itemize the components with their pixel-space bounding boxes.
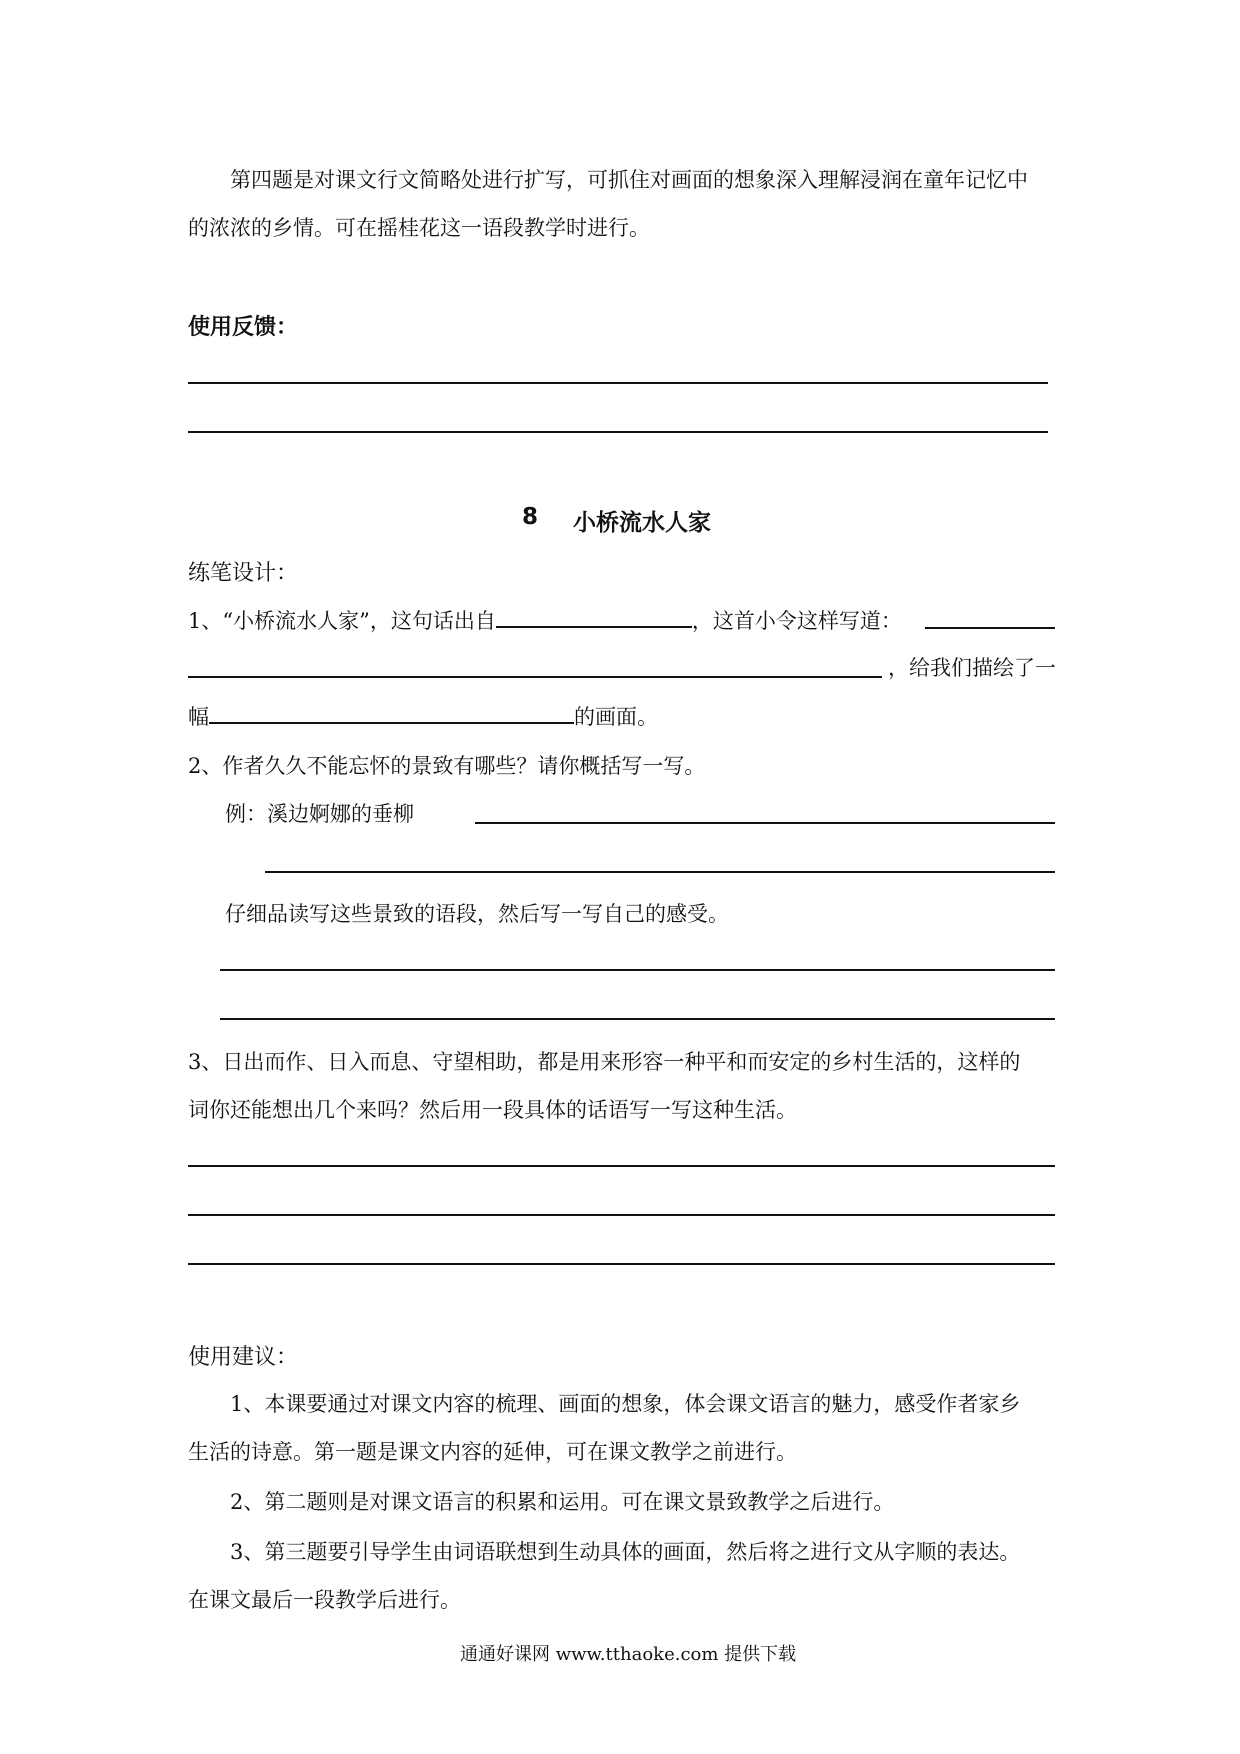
suggestion-1-line2: 生活的诗意。第一题是课文内容的延伸，可在课文教学之前进行。 bbox=[188, 1440, 797, 1464]
para4-line1: 第四题是对课文行文简略处进行扩写，可抓住对画面的想象深入理解浸润在童年记忆中 bbox=[230, 168, 1028, 192]
q2-feel-line-1[interactable] bbox=[220, 969, 1055, 971]
q3-line2: 词你还能想出几个来吗？然后用一段具体的话语写一写这种生活。 bbox=[188, 1098, 797, 1122]
q3-line-1[interactable] bbox=[188, 1165, 1055, 1167]
q2-followup: 仔细品读写这些景致的语段，然后写一写自己的感受。 bbox=[225, 902, 729, 926]
q3-line1: 3、日出而作、日入而息、守望相助，都是用来形容一种平和而安定的乡村生活的，这样的 bbox=[188, 1050, 1021, 1074]
feedback-heading: 使用反馈： bbox=[188, 315, 299, 340]
lesson-title: 小桥流水人家 bbox=[573, 510, 711, 536]
q1-blank-source[interactable] bbox=[496, 604, 692, 628]
q1-line1 bbox=[188, 604, 902, 635]
para4-line2: 的浓浓的乡情。可在摇桂花这一语段教学时进行。 bbox=[188, 216, 650, 240]
footer-text: 通通好课网 www.tthaoke.com 提供下载 bbox=[460, 1644, 797, 1665]
q1-line3 bbox=[188, 700, 658, 731]
q1-part2: ，这首小令这样写道： bbox=[691, 609, 902, 633]
q1-part1: 1、“小桥流水人家”，这句话出自 bbox=[188, 609, 496, 633]
suggestion-3-line2: 在课文最后一段教学后进行。 bbox=[188, 1588, 461, 1612]
q2-text: 2、作者久久不能忘怀的景致有哪些？请你概括写一写。 bbox=[188, 754, 706, 778]
q3-line-2[interactable] bbox=[188, 1214, 1055, 1216]
q1-part4-start: 幅 bbox=[188, 705, 209, 729]
suggestion-2: 2、第二题则是对课文语言的积累和运用。可在课文景致教学之后进行。 bbox=[230, 1490, 895, 1514]
q1-blank-scene[interactable] bbox=[209, 700, 574, 724]
practice-heading: 练笔设计： bbox=[188, 561, 299, 586]
q2-line-2[interactable] bbox=[265, 871, 1055, 873]
suggestion-3-line1: 3、第三题要引导学生由词语联想到生动具体的画面，然后将之进行文从字顺的表达。 bbox=[230, 1540, 1021, 1564]
suggestion-1-line1: 1、本课要通过对课文内容的梳理、画面的想象，体会课文语言的魅力，感受作者家乡 bbox=[230, 1392, 1021, 1416]
q1-part3: ，给我们描绘了一 bbox=[888, 656, 1056, 680]
feedback-line-2 bbox=[188, 431, 1048, 433]
suggestions-heading: 使用建议： bbox=[188, 1345, 299, 1370]
lesson-number: 8 bbox=[522, 504, 539, 530]
q1-blank-poem-start[interactable] bbox=[925, 627, 1055, 629]
feedback-line-1 bbox=[188, 382, 1048, 384]
q1-part4-end: 的画面。 bbox=[574, 705, 658, 729]
q2-feel-line-2[interactable] bbox=[220, 1018, 1055, 1020]
q3-line-3[interactable] bbox=[188, 1263, 1055, 1265]
q1-blank-poem[interactable] bbox=[188, 676, 882, 678]
q2-line-1[interactable] bbox=[475, 822, 1055, 824]
q2-example: 例：溪边婀娜的垂柳 bbox=[225, 802, 414, 826]
